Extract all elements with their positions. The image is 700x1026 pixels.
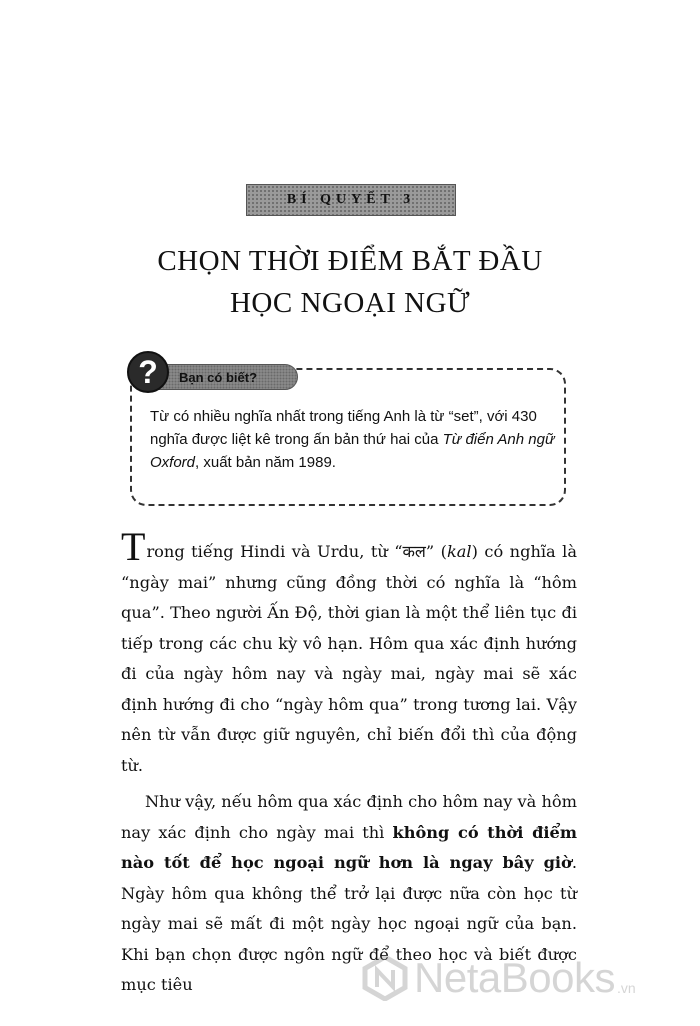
did-you-know-text <box>150 405 558 474</box>
paragraph-2-part-a: Như vậy, nếu hôm qua xác định cho hôm nay và hôm nay xác định cho ngày mai thì <box>121 792 577 842</box>
paragraph-2-part-b: . Ngày hôm qua không thể trở lại được nữa còn học từ ngày mai sẽ mất đi một ngày học ngoại ngữ của bạn. Khi bạn chọn được ngôn ngữ để theo học và biết được mục tiêu <box>121 853 577 994</box>
chapter-title-line-1: CHỌN THỜI ĐIỂM BẮT ĐẦU <box>157 245 543 277</box>
watermark <box>362 950 692 1006</box>
paragraph-2-bold: không có thời điểm nào tốt để học ngoại ngữ hơn là ngay bây giờ <box>121 822 577 872</box>
paragraph-1 <box>121 524 577 781</box>
paragraph-1-part-b: ) có nghĩa là “ngày mai” nhưng cũng đồng thời có nghĩa là “hôm qua”. Theo người Ấn Độ, thời gian là một thể liên tục đi tiếp trong các chu kỳ vô hạn. Hôm qua xác định hướng đi của ngày hôm nay và ngày mai, ngày mai sẽ xác định hướng đi cho “ngày hôm qua” trong tương lai. Vậy nên từ vẫn được giữ nguyên, chỉ biến đổi thì của động từ. <box>121 542 577 775</box>
paragraph-1-part-a: rong tiếng Hindi và Urdu, từ “कल” ( <box>146 542 447 561</box>
watermark-domain: .vn <box>616 980 636 996</box>
section-label: BÍ QUYẾT 3 <box>246 184 456 216</box>
paragraph-1-italic: kal <box>446 542 472 561</box>
chapter-title-line-2: HỌC NGOẠI NGỮ <box>229 287 471 319</box>
watermark-brand: NetaBooks <box>414 954 615 1001</box>
body-text <box>121 524 577 1001</box>
did-you-know-text-part-2: , xuất bản năm 1989. <box>195 454 336 471</box>
netabooks-logo-icon <box>362 955 408 1001</box>
did-you-know-heading: Bạn có biết? <box>158 364 298 390</box>
did-you-know-source: Từ điển Anh ngữ Oxford <box>150 431 555 471</box>
chapter-title <box>0 240 700 324</box>
drop-cap: T <box>121 524 146 569</box>
question-mark-icon: ? <box>127 351 169 393</box>
did-you-know-text-part-1: Từ có nhiều nghĩa nhất trong tiếng Anh là từ “set”, với 430 nghĩa được liệt kê trong ấn bản thứ hai của <box>150 408 537 448</box>
